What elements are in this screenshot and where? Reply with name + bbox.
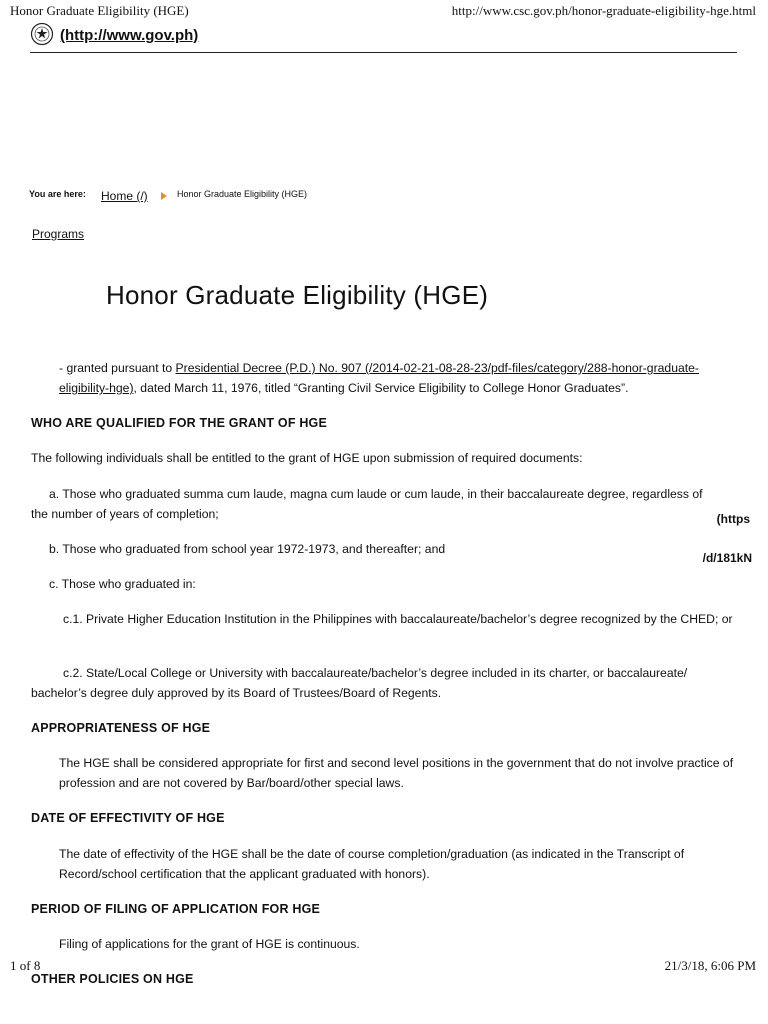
appropriateness-heading: APPROPRIATENESS OF HGE [31, 721, 211, 735]
other-policies-heading: OTHER POLICIES ON HGE [31, 972, 194, 986]
print-header-url: http://www.csc.gov.ph/honor-graduate-eligibility-hge.html [451, 3, 756, 18]
print-footer-page: 1 of 8 [10, 958, 41, 973]
effectivity-heading: DATE OF EFFECTIVITY OF HGE [31, 811, 225, 825]
item-c1: c.1. Private Higher Education Institution in the Philippines with baccalaureate/bachelor’s degree recognized by the CHED; or [63, 612, 733, 626]
print-header-title: Honor Graduate Eligibility (HGE) [10, 3, 189, 18]
appropriateness-text: The HGE shall be considered appropriate for first and second level positions in the government that do not involve practice of profession and are not covered by Bar/board/other special laws. [59, 756, 734, 790]
programs-link[interactable]: Programs [32, 227, 85, 241]
page-title: Honor Graduate Eligibility (HGE) [106, 280, 489, 310]
intro-paragraph [59, 358, 749, 398]
breadcrumb-current: Honor Graduate Eligibility (HGE) [177, 189, 308, 199]
side-link-fragment-1[interactable]: (https [716, 512, 750, 526]
qualified-intro: The following individuals shall be entitled to the grant of HGE upon submission of required documents: [31, 451, 583, 465]
intro-suffix: , dated March 11, 1976, titled “Granting Civil Service Eligibility to College Honor Graduates”. [133, 381, 629, 395]
government-seal-icon[interactable] [30, 22, 54, 46]
item-c: c. Those who graduated in: [49, 577, 196, 591]
breadcrumb-arrow-icon [161, 192, 167, 200]
site-header [30, 22, 737, 53]
filing-text: Filing of applications for the grant of HGE is continuous. [59, 937, 360, 951]
filing-heading: PERIOD OF FILING OF APPLICATION FOR HGE [31, 902, 321, 916]
pd-907-link[interactable]: Presidential Decree (P.D.) No. 907 (/2014-02-21-08-28-23/pdf-files/category/288-honor-graduate-eligibility-hge) [59, 361, 699, 395]
print-footer-datetime: 21/3/18, 6:06 PM [664, 958, 756, 973]
side-link-fragment-2[interactable]: /d/181kN [702, 551, 752, 565]
gov-ph-link[interactable]: (http://www.gov.ph) [60, 27, 199, 44]
breadcrumb-label: You are here: [29, 189, 86, 199]
breadcrumb-home-link[interactable]: Home (/) [101, 189, 148, 203]
item-c2: c.2. State/Local College or University with baccalaureate/bachelor’s degree included in its charter, or baccalaureate/ bachelor’s degree duly approved by its Board of Trustees/Board of Regents. [31, 666, 688, 700]
intro-prefix: - granted pursuant to [59, 361, 176, 375]
item-b: b. Those who graduated from school year 1972-1973, and thereafter; and [49, 542, 446, 556]
qualified-heading: WHO ARE QUALIFIED FOR THE GRANT OF HGE [31, 416, 328, 430]
effectivity-text: The date of effectivity of the HGE shall be the date of course completion/graduation (as indicated in the Transcript of Record/school certification that the applicant graduated with honors). [59, 847, 685, 881]
item-a: a. Those who graduated summa cum laude, magna cum laude or cum laude, in their baccalaureate degree, regardless of the number of years of completion; [31, 487, 703, 521]
